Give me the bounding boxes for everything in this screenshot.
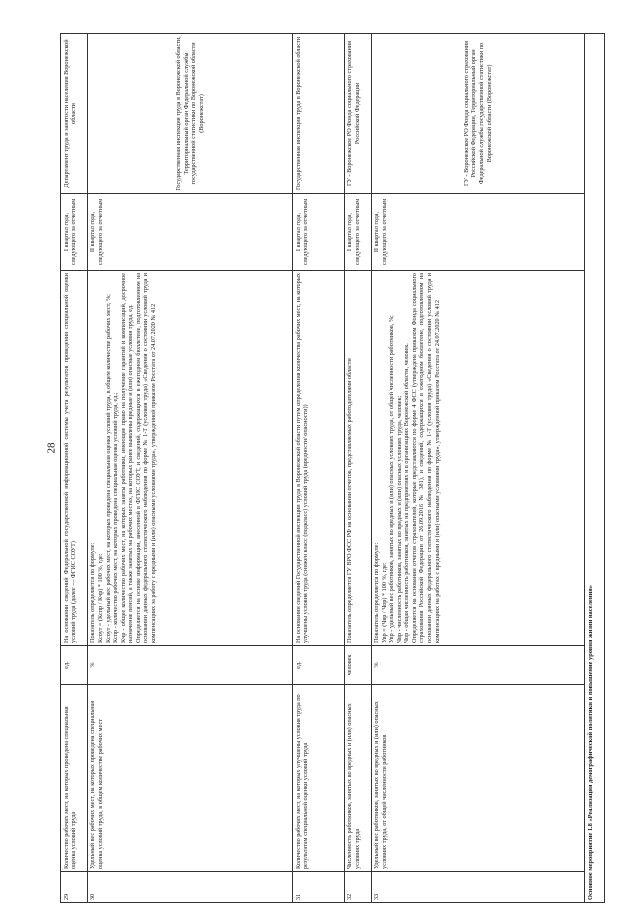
term-cell: I квартал года, следующего за отчетным xyxy=(344,194,371,271)
row-number: 30 xyxy=(87,872,292,903)
responsible-cell: Департамент труда и занятости населения Воронежской области xyxy=(61,34,88,194)
method-line: Ксоут - удельный вес рабочих мест, на которых проведена специальная оценка условий труда, в общем количестве рабочих мест, %; xyxy=(104,294,112,643)
section-footer: Основное мероприятие 1.8 «Реализация демографической политики и повышение уровня жизни населения» xyxy=(585,34,605,903)
method-cell xyxy=(293,271,344,646)
method-line: Кчр - общее количество рабочих мест, на которых заняты работники, имеющие право на получение гарантий и компенсаций, досрочное назначение пенсий, а также занятых на рабочих местах, на которых ранее выявлены вредные и (или) опасные условия труда, ед. xyxy=(119,273,135,643)
method-line: На основании сведений Государственной инспекции труда в Воронежской области путем определения количества рабочих мест, на которых улучшены условия труда (снижен класс (подкласс) условий труда (вредности/ опасности)) xyxy=(294,273,310,643)
row-number: 32 xyxy=(344,872,371,903)
row-number: 29 xyxy=(61,872,88,903)
indicator-name: Удельный вес работников, занятых во вредных и (или) опасных условиях труда, от общей численности работников xyxy=(371,685,585,872)
rotated-document xyxy=(60,33,605,903)
unit-cell: человек xyxy=(344,646,371,685)
row-number: 31 xyxy=(293,872,344,903)
responsible-cell: ГУ - Воронежское РО Фонда социального страхования Российской Федерации, Территориальный орган Федеральной службы государственной статистики по Воронежской области (Воронежстат) xyxy=(371,34,585,194)
responsible-cell: Государственная инспекция труда в Воронежской области xyxy=(293,34,344,194)
method-line: Определяется на основании отчетов страхователей, которые представляются по форме 4 ФСС (утверждена приказом Фонда социального страхования Российской Федерации от 26.09.2016 № 381), и сведений, содержащихся в ежегодном бюллетене, подготовленном на основании данных федерального статистического наблюдения по форме № 1-Т (условия труда) «Сведения о состоянии условий труда и компенсациях на работах с вредными и (или) опасными условиями труда», утвержденной приказом Росстата от 24.07.2020 № 412 xyxy=(410,273,441,643)
method-line: Определяется на основе информации, внесенной в ФГИС СОУТ, и сведений, содержащихся в ежегодном бюллетене, подготовленном на основании данных федерального статистического наблюдения по форме № 1-Т (условия труда) «Сведения о состоянии условий труда и компенсациях за работу с вредными и (или) опасными условиями труда», утвержденной приказом Росстата от 24.07.2020 № 412 xyxy=(134,273,157,643)
responsible-cell: Государственная инспекция труда в Воронежской области, Территориальный орган Федеральной службы государственной статистики по Воронежской области (Воронежстат) xyxy=(87,34,292,194)
indicator-name: Численность работников, занятых во вредных и (или) опасных условиях труда xyxy=(344,685,371,872)
responsible-cell: ГУ - Воронежское РО Фонда социального страхования Российской Федерации xyxy=(344,34,371,194)
method-line: Показатель определяется по формуле: xyxy=(373,542,380,643)
table-row xyxy=(344,34,371,903)
method-line: Показатель определяется по формуле: xyxy=(89,542,97,643)
table-row xyxy=(87,34,292,903)
page-number: 28 xyxy=(45,442,58,454)
method-cell xyxy=(371,271,585,646)
term-cell: I квартал года, следующего за отчетным xyxy=(293,194,344,271)
table-row xyxy=(371,34,585,903)
indicator-name: Количество рабочих мест, на которых проведена специальная оценка условий труда xyxy=(61,685,88,872)
method-cell xyxy=(344,271,371,646)
row-number: 33 xyxy=(371,872,585,903)
unit-cell: ед. xyxy=(293,646,344,685)
term-cell: II квартал года, следующего за отчетным xyxy=(371,194,585,271)
indicator-name: Количество рабочих мест, на которых улучшены условия труда по результатам специальной оценки условий труда xyxy=(293,685,344,872)
method-line: Чор - общая численность работников, занятых на предприятиях и в организациях Воронежской области, человек. xyxy=(403,343,411,643)
indicator-name: Удельный вес рабочих мест, на которых проведена специальная оценка условий труда, в общем количестве рабочих мест xyxy=(87,685,292,872)
method-line: Показатель определяется ГУ ВРО ФСС РФ на основании отчетов, представляемых работодателями области xyxy=(346,358,354,643)
method-line: На основании сведений Федеральной государственной информационной системы учета результатов проведения специальной оценки условий труда (далее — ФГИС СОУТ) xyxy=(62,273,78,643)
unit-cell: % xyxy=(371,646,585,685)
table-row xyxy=(61,34,88,903)
term-cell: I квартал года, следующего за отчетным xyxy=(61,194,88,271)
method-line: Увр = (Чвр / Чор) * 100 %, где: xyxy=(380,562,388,643)
table-row xyxy=(293,34,344,903)
indicator-table xyxy=(60,33,605,903)
method-line: Кспр - количество рабочих мест, на которых проведена специальная оценка условий труда, ед.; xyxy=(112,392,120,643)
method-line: Увр - удельный вес работников, занятых во вредных и (или) опасных условиях труда, от общей численности работников, %; xyxy=(388,315,396,643)
unit-cell: ед. xyxy=(61,646,88,685)
section-footer-row xyxy=(585,34,605,903)
unit-cell: % xyxy=(87,646,292,685)
method-cell xyxy=(87,271,292,646)
term-cell: II квартал года, следующего за отчетным xyxy=(87,194,292,271)
method-cell xyxy=(61,271,88,646)
method-line: Ксоут = (Кспр / Кчр) * 100 %, где: xyxy=(96,553,104,643)
method-line: Чвр - численность работников, занятых во вредных и (или) опасных условиях труда, человек; xyxy=(395,395,403,643)
